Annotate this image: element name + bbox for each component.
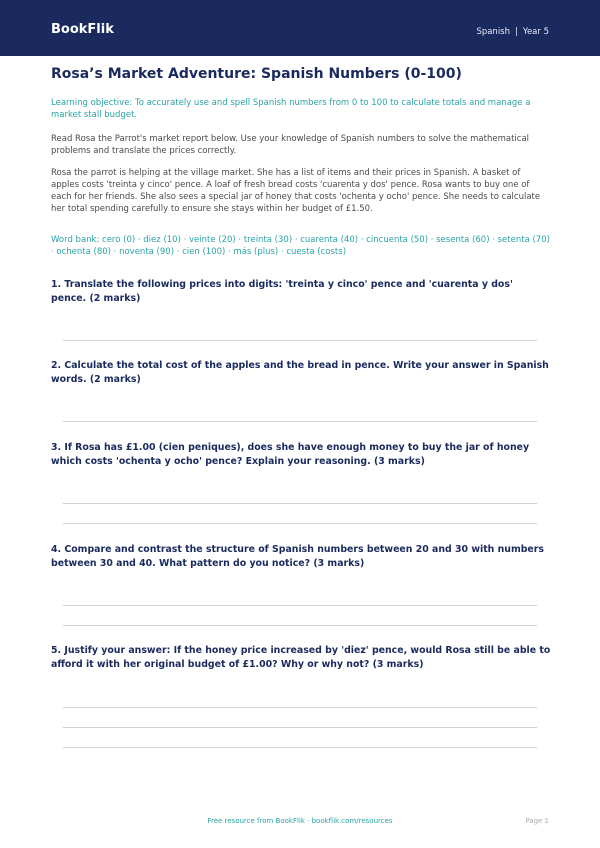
- answer-line[interactable]: [63, 503, 537, 504]
- worksheet-title: Rosa’s Market Adventure: Spanish Numbers (0-100): [51, 66, 462, 82]
- answer-line[interactable]: [63, 605, 537, 606]
- subject-label: Spanish: [476, 27, 511, 37]
- header-meta: [476, 26, 549, 38]
- question-2: 2. Calculate the total cost of the apples and the bread in pence. Write your answer in Spanish words. (2 marks): [51, 360, 549, 385]
- answer-line[interactable]: [63, 707, 537, 708]
- word-bank: Word bank: cero (0) · diez (10) · veinte (20) · treinta (30) · cuarenta (40) · cincuenta (50) · sesenta (60) · setenta (70) · ochenta (80) · noventa (90) · cien (100) · más (plus) · cuesta (costs): [51, 235, 550, 257]
- question-5: 5. Justify your answer: If the honey price increased by 'diez' pence, would Rosa still be able to afford it with her original budget of £1.00? Why or why not? (3 marks): [51, 645, 551, 670]
- answer-line[interactable]: [63, 625, 537, 626]
- answer-line[interactable]: [63, 421, 537, 422]
- page-header: [0, 0, 600, 56]
- answer-line[interactable]: [63, 340, 537, 341]
- learning-objective: Learning objective: To accurately use and spell Spanish numbers from 0 to 100 to calculate totals and manage a market stall budget.: [51, 98, 531, 120]
- page-number: Page 1: [525, 817, 549, 825]
- footer-credit: Free resource from BookFlik · bookflik.com/resources: [207, 817, 393, 825]
- answer-line[interactable]: [63, 747, 537, 748]
- question-4: 4. Compare and contrast the structure of Spanish numbers between 20 and 30 with numbers between 30 and 40. What pattern do you notice? (3 marks): [51, 544, 544, 569]
- question-3: 3. If Rosa has £1.00 (cien peniques), does she have enough money to buy the jar of honey which costs 'ochenta y ocho' pence? Explain your reasoning. (3 marks): [51, 442, 530, 467]
- answer-line[interactable]: [63, 523, 537, 524]
- brand-logo-text: BookFlik: [51, 22, 114, 37]
- story-paragraph: Rosa the parrot is helping at the village market. She has a list of items and their prices in Spanish. A basket of apples costs 'treinta y cinco' pence. A loaf of fresh bread costs 'cuarenta y dos' pence. Rosa wants to buy one of each for her friends. She also sees a special jar of honey that costs 'ochenta y ocho' pence. She needs to calculate her total spending carefully to ensure she stays within her budget of £1.50.: [51, 168, 541, 214]
- year-label: Year 5: [522, 27, 549, 37]
- answer-line[interactable]: [63, 727, 537, 728]
- intro-paragraph: Read Rosa the Parrot's market report below. Use your knowledge of Spanish numbers to solve the mathematical problems and translate the prices correctly.: [51, 134, 530, 156]
- meta-separator: |: [515, 27, 518, 37]
- question-1: 1. Translate the following prices into digits: 'treinta y cinco' pence and 'cuarenta y dos' pence. (2 marks): [51, 279, 513, 304]
